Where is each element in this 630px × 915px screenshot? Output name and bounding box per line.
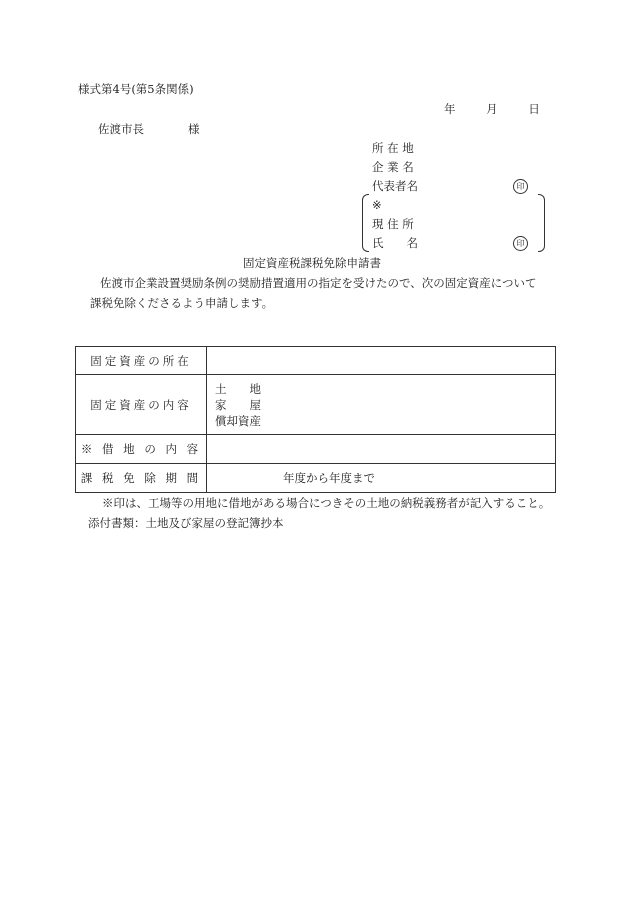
table-row — [76, 435, 556, 464]
seal-mark: 印 — [513, 179, 528, 194]
borrowed-land-value[interactable] — [207, 435, 556, 464]
location-value[interactable] — [207, 347, 556, 375]
content-label: 固定資産の内容 — [76, 375, 207, 435]
seal-mark-2: 印 — [513, 236, 528, 251]
date-line — [444, 102, 540, 116]
asset-table — [75, 346, 556, 493]
table-row — [76, 464, 556, 493]
form-number: 様式第4号(第5条関係) — [78, 82, 194, 96]
exemption-period-label: 課 税 免 除 期 間 — [76, 464, 207, 493]
content-item-building: 家 屋 — [215, 397, 261, 412]
attachments-note: 添付書類：土地及び家屋の登記簿抄本 — [88, 516, 284, 530]
company-name-label: 企 業 名 — [372, 160, 414, 174]
content-value[interactable] — [207, 375, 556, 435]
location-label: 固定資産の所在 — [76, 347, 207, 375]
application-statement — [80, 273, 560, 313]
content-item-depreciable: 償却資産 — [215, 413, 261, 428]
right-bracket — [538, 194, 545, 252]
address-label: 所 在 地 — [372, 141, 414, 155]
representative-label: 代表者名 — [372, 179, 418, 193]
addressee — [98, 122, 200, 136]
left-bracket — [362, 194, 369, 252]
footnote: ※印は、工場等の用地に借地がある場合につきその土地の納税義務者が記入すること。 — [102, 496, 551, 510]
period-from: 年度から — [283, 471, 329, 485]
table-row — [76, 347, 556, 375]
date-day: 日 — [528, 102, 540, 116]
statement-line-1: 佐渡市企業設置奨励条例の奨励措置適用の指定を受けたので、次の固定資産について — [100, 276, 537, 290]
content-item-land: 土 地 — [215, 381, 261, 396]
addressee-name: 佐渡市長 — [98, 122, 144, 136]
table-row — [76, 375, 556, 435]
current-address-label: 現 住 所 — [372, 217, 414, 231]
note-mark: ※ — [372, 198, 382, 212]
date-year: 年 — [444, 102, 456, 116]
date-month: 月 — [486, 102, 498, 116]
document-title: 固定資産税課税免除申請書 — [243, 256, 381, 270]
name-label: 氏 名 — [372, 236, 418, 250]
statement-line-2: 課税免除くださるよう申請します。 — [90, 296, 274, 310]
borrowed-land-label: ※ 借 地 の 内 容 — [76, 435, 207, 464]
period-to: 年度まで — [329, 471, 375, 485]
addressee-honorific: 様 — [188, 122, 200, 136]
exemption-period-value[interactable] — [207, 464, 556, 493]
